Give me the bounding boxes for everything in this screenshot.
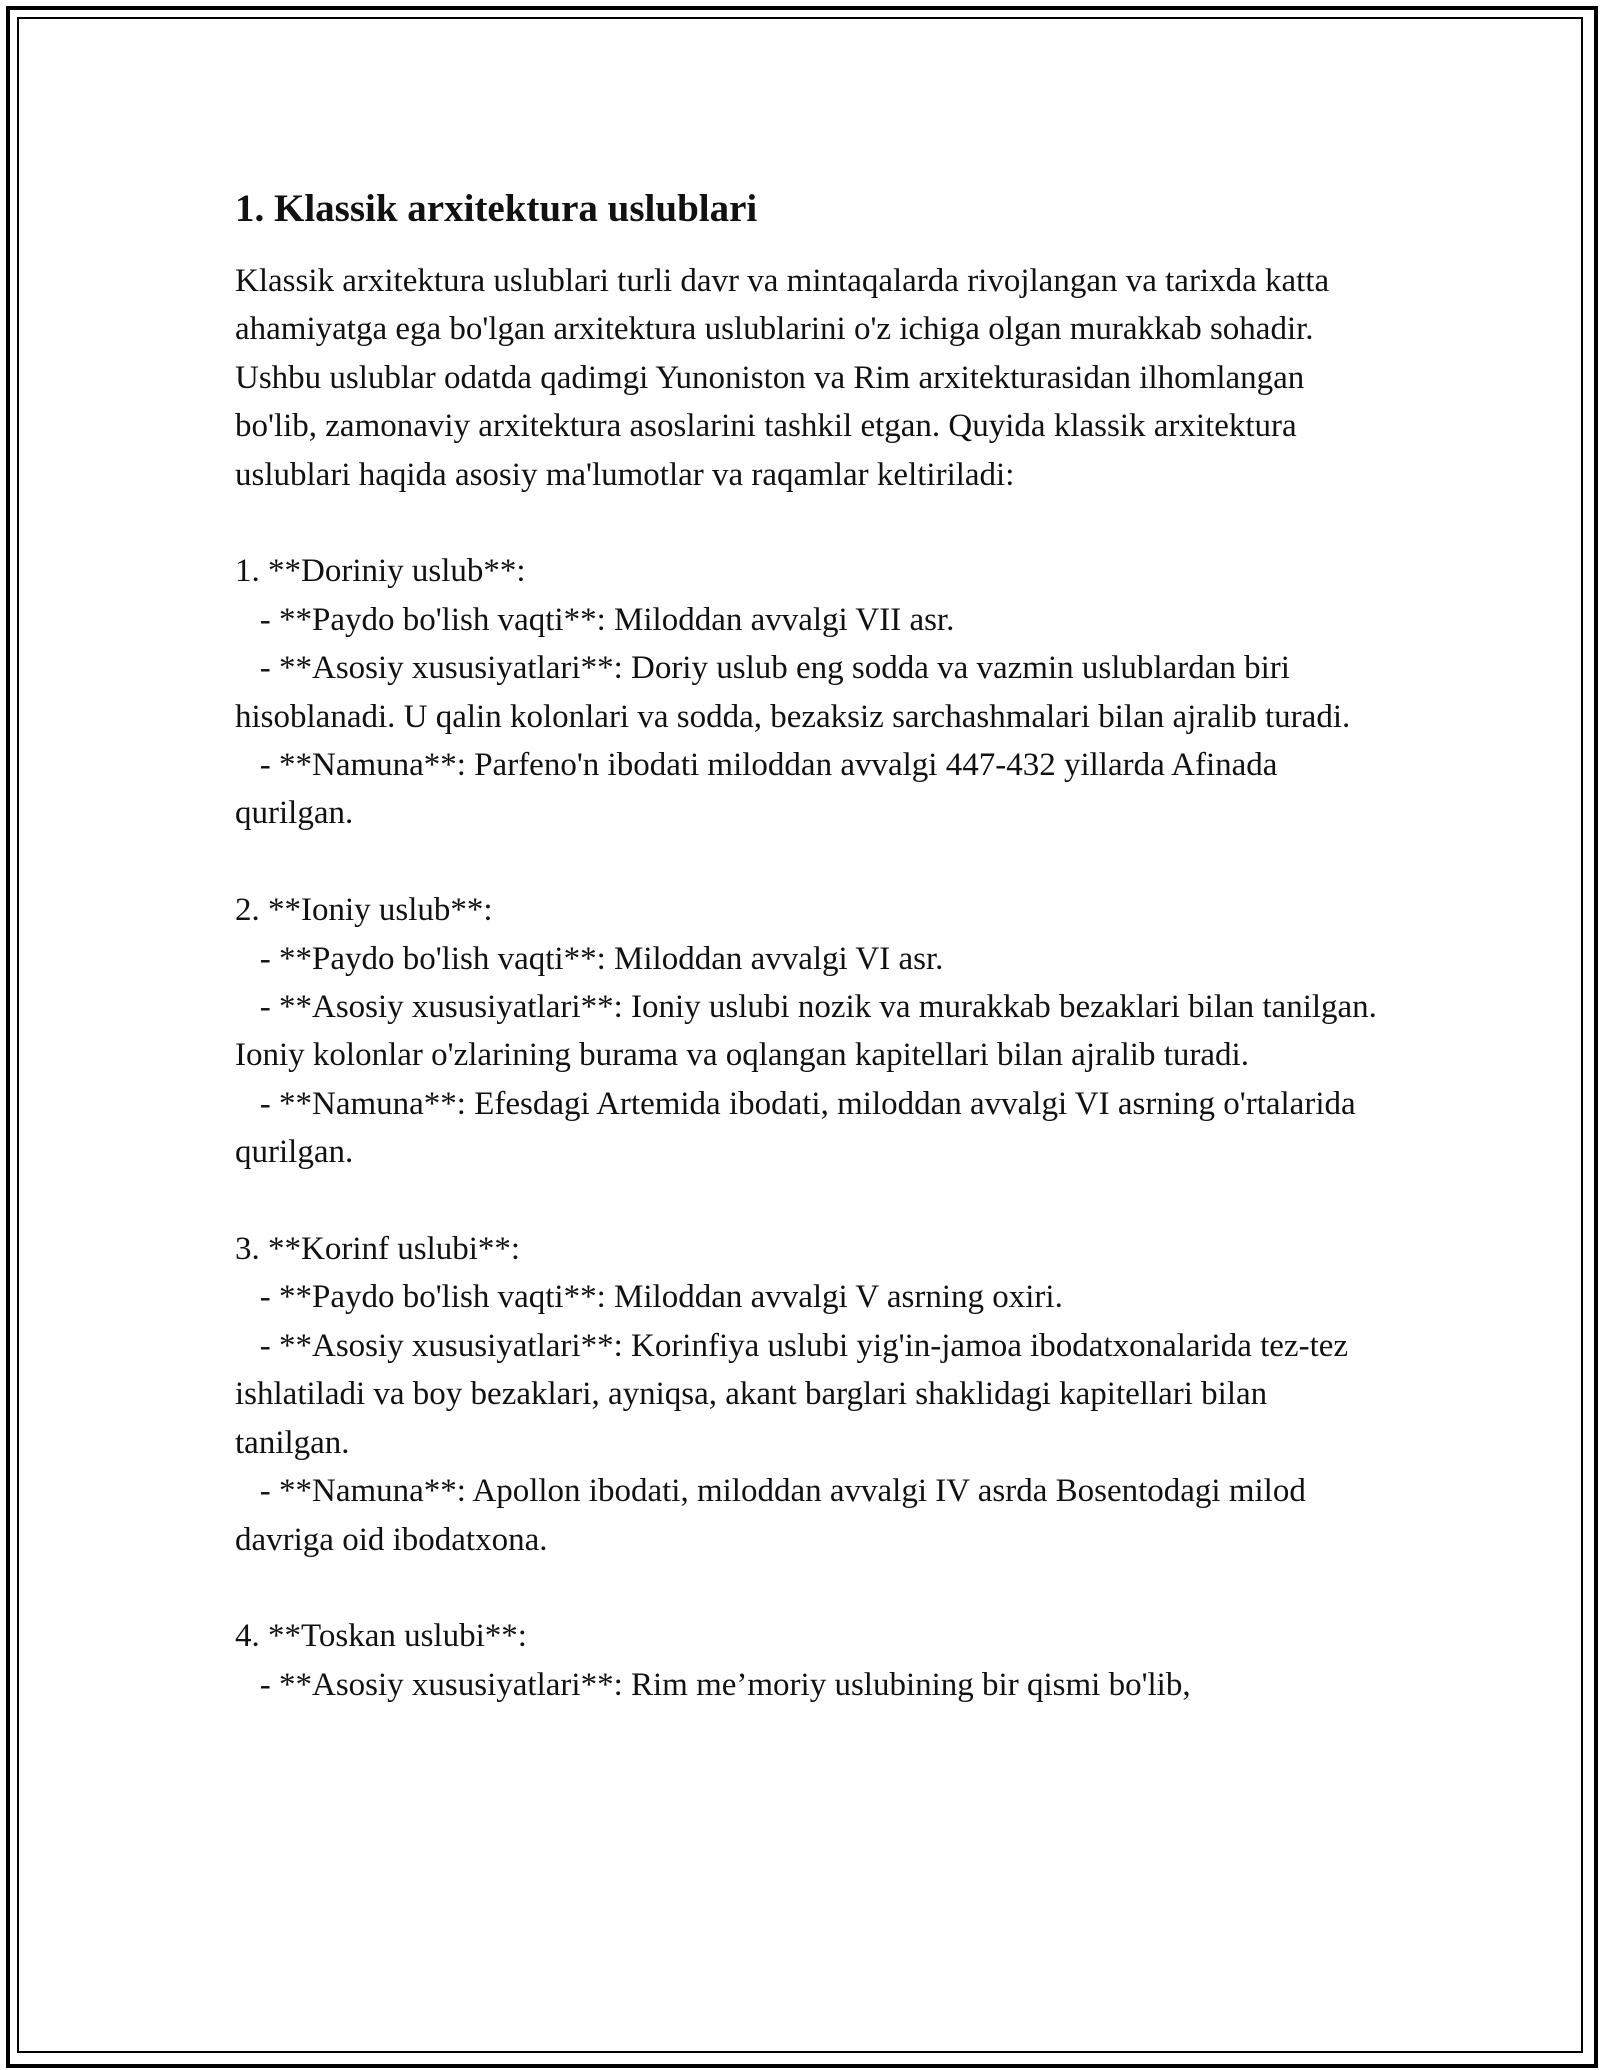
list-item: - **Paydo bo'lish vaqti**: Miloddan avvalgi VI asr. (235, 940, 944, 977)
style-section-doric (235, 547, 1385, 837)
list-item: - **Asosiy xususiyatlari**: Ioniy uslubi nozik va murakkab bezaklari bilan tanilgan. Ioniy kolonlar o'zlarining burama va oqlangan kapitellari bilan ajralib turadi. (235, 989, 1386, 1074)
section-title: 2. **Ioniy uslub**: (235, 892, 493, 929)
document-body (235, 185, 1385, 1709)
style-section-tuscan (235, 1612, 1385, 1709)
section-title: 4. **Toskan uslubi**: (235, 1618, 527, 1655)
intro-paragraph: Klassik arxitektura uslublari turli davr va mintaqalarda rivojlangan va tarixda katta ahamiyatga ega bo'lgan arxitektura uslublarini o'z ichiga olgan murakkab sohadir. Ushbu uslublar odatda qadimgi Yunoniston va Rim arxitekturasidan ilhomlangan bo'lib, zamonaviy arxitektura asoslarini tashkil etgan. Quyida klassik arxitektura uslublari haqida asosiy ma'lumotlar va raqamlar keltiriladi: (235, 263, 1330, 493)
style-section-corinthian (235, 1225, 1385, 1564)
list-item: - **Asosiy xususiyatlari**: Doriy uslub eng sodda va vazmin uslublardan biri hisoblanadi. U qalin kolonlari va sodda, bezaksiz sarchashmalari bilan ajralib turadi. (235, 650, 1351, 735)
list-item: - **Paydo bo'lish vaqti**: Miloddan avvalgi V asrning oxiri. (235, 1279, 1063, 1316)
section-title: 1. **Doriniy uslub**: (235, 553, 526, 590)
section-title: 3. **Korinf uslubi**: (235, 1231, 521, 1268)
style-section-ionic (235, 886, 1385, 1176)
list-item: - **Namuna**: Efesdagi Artemida ibodati, miloddan avvalgi VI asrning o'rtalarida qurilgan. (235, 1085, 1364, 1171)
section-heading: 1. Klassik arxitektura uslublari (235, 187, 758, 230)
list-item: - **Namuna**: Parfeno'n ibodati miloddan avvalgi 447-432 yillarda Afinada qurilgan. (235, 747, 1286, 832)
list-item: - **Asosiy xususiyatlari**: Rim me’moriy uslubining bir qismi bo'lib, (235, 1666, 1191, 1703)
list-item: - **Asosiy xususiyatlari**: Korinfiya uslubi yig'in-jamoa ibodatxonalarida tez-tez ishlatiladi va boy bezaklari, ayniqsa, akant barglari shaklidagi kapitellari bilan tanilgan. (235, 1327, 1357, 1461)
list-item: - **Paydo bo'lish vaqti**: Miloddan avvalgi VII asr. (235, 601, 955, 638)
list-item: - **Namuna**: Apollon ibodati, miloddan avvalgi IV asrda Bosentodagi milod davriga oid ibodatxona. (235, 1473, 1315, 1558)
